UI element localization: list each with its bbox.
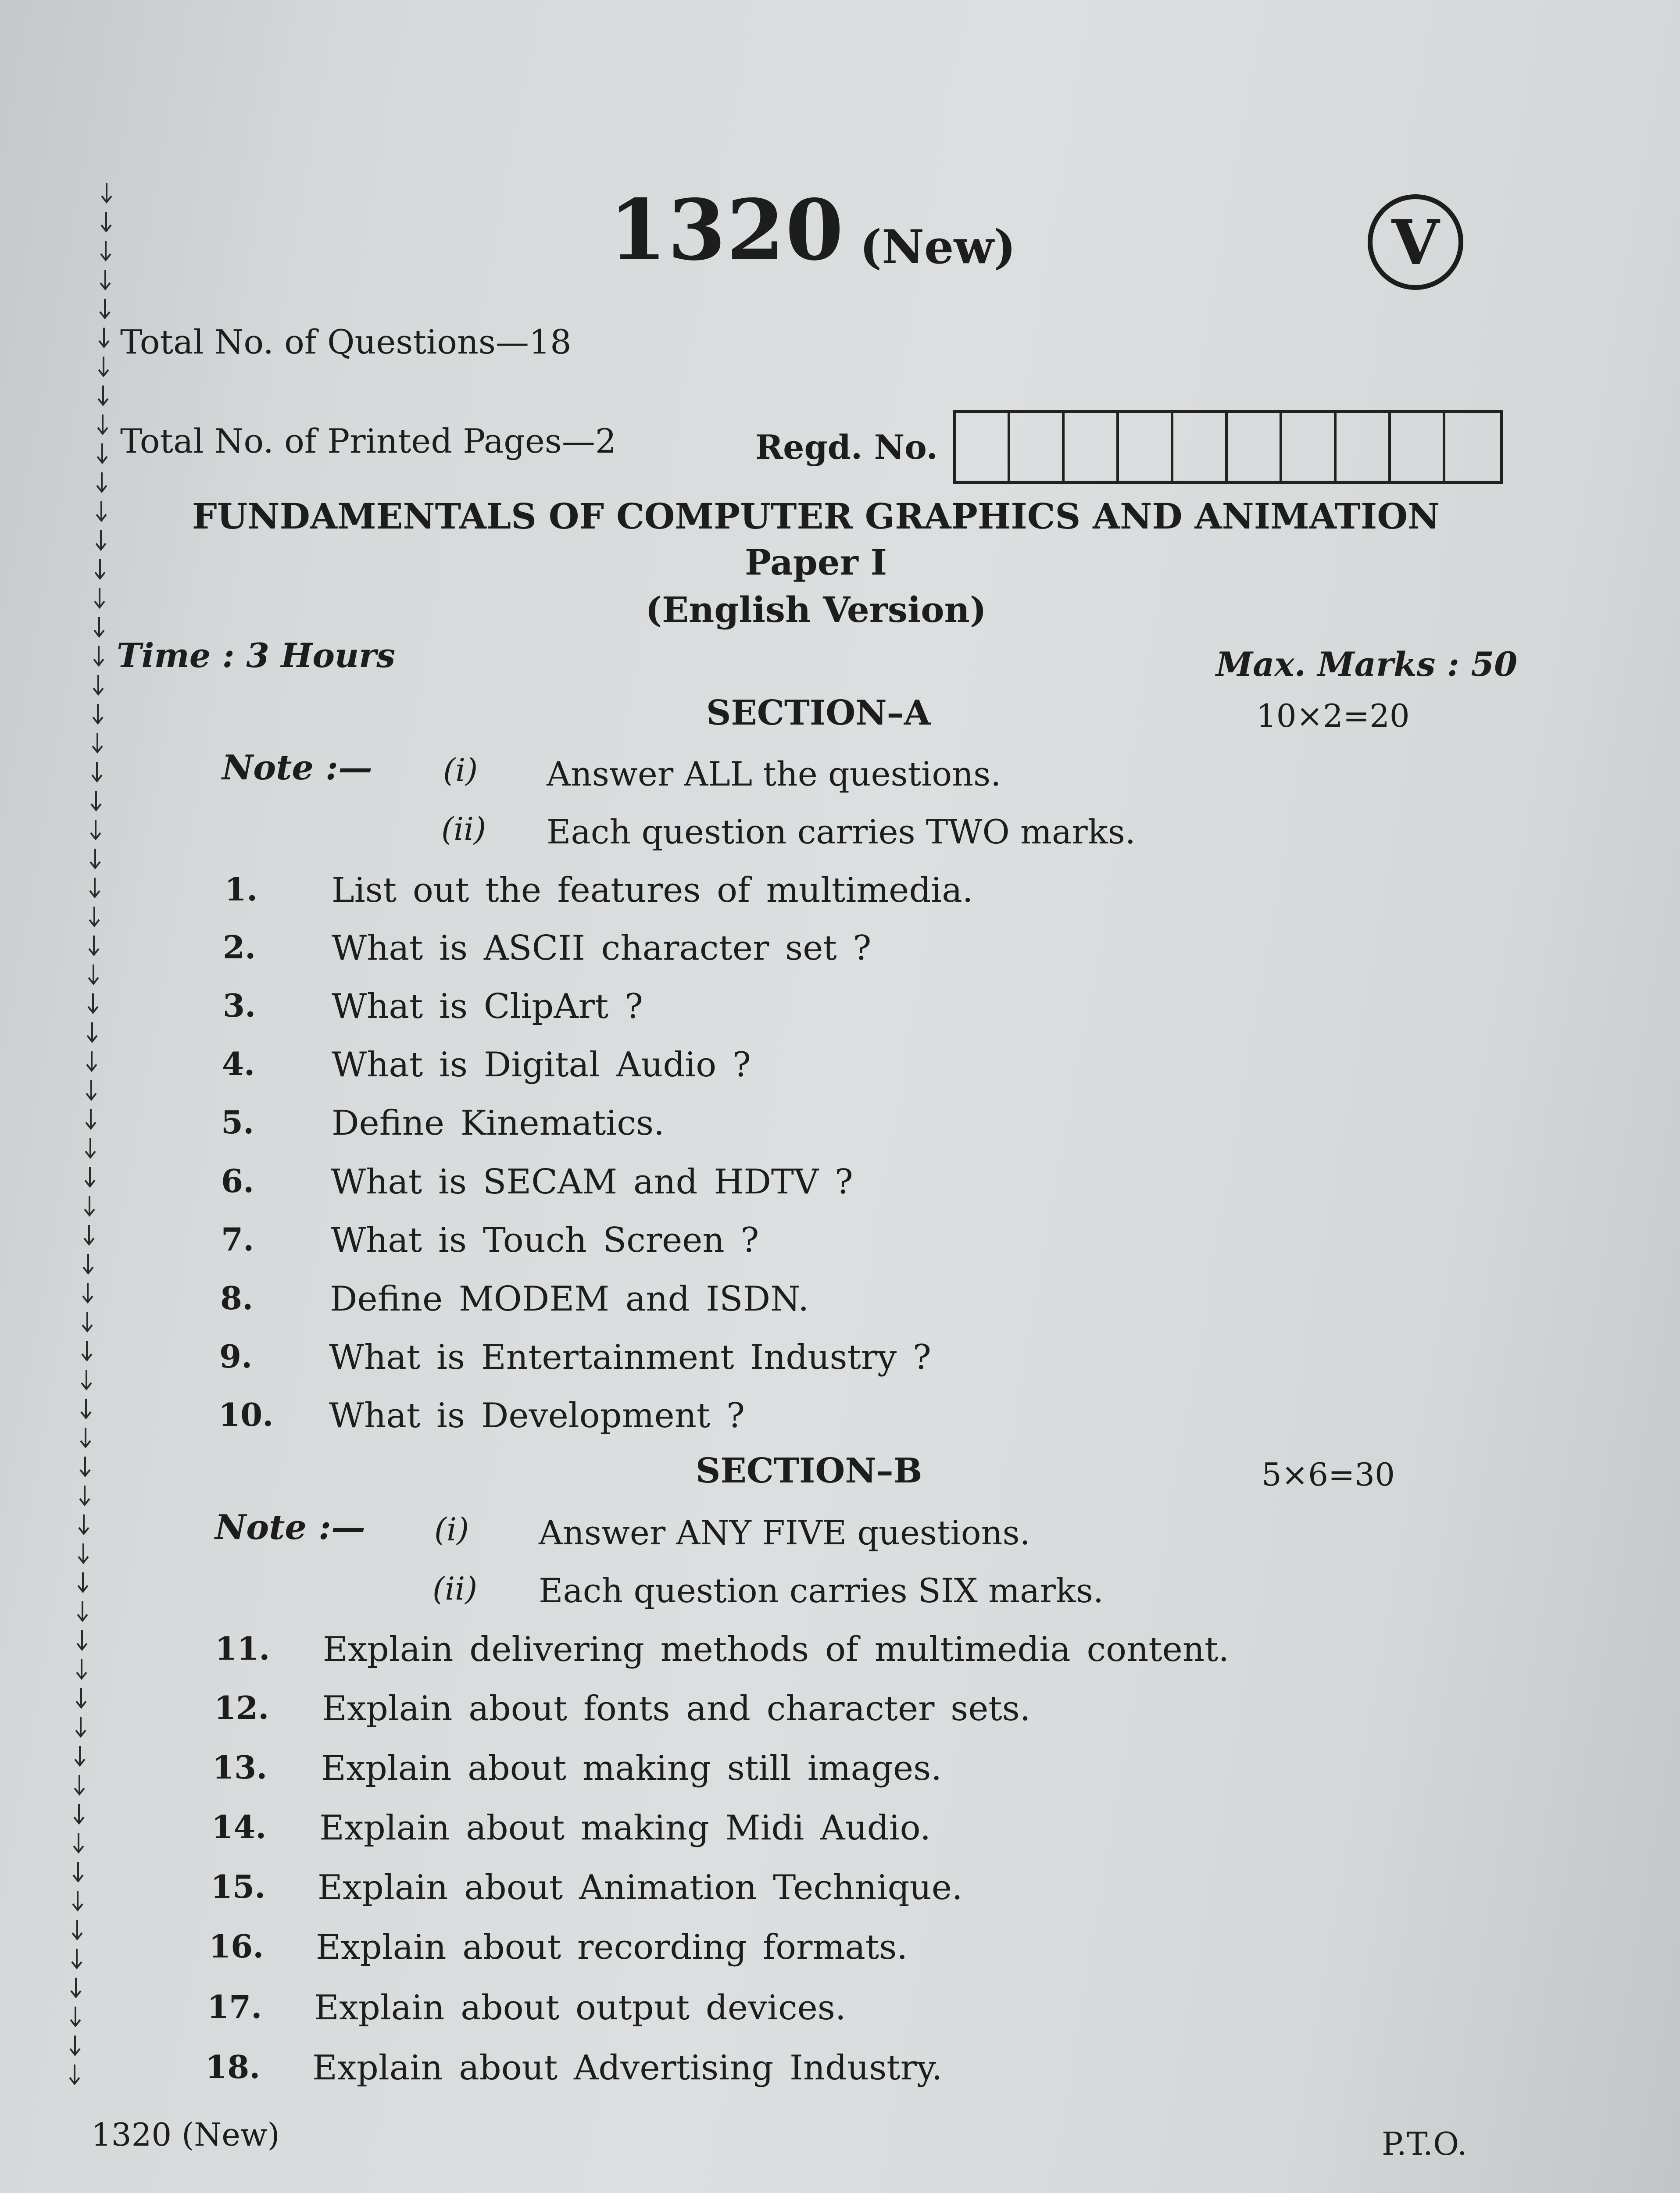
down-arrow-icon bbox=[73, 1774, 86, 1796]
note-text: Each question carries SIX marks. bbox=[539, 1571, 1104, 1610]
down-arrow-icon bbox=[97, 385, 110, 407]
note-text: Each question carries TWO marks. bbox=[547, 812, 1136, 851]
down-arrow-icon bbox=[75, 1687, 88, 1709]
regd-box bbox=[1391, 413, 1445, 481]
section-a-marks: 10×2=20 bbox=[1256, 697, 1410, 734]
version-seal bbox=[1368, 194, 1463, 290]
regd-no-label: Regd. No. bbox=[755, 428, 938, 467]
down-arrow-icon bbox=[73, 1745, 86, 1767]
down-arrow-icon bbox=[76, 1600, 89, 1622]
regd-box bbox=[1119, 413, 1173, 481]
question-text: What is SECAM and HDTV ? bbox=[331, 1162, 853, 1202]
question-number: 10. bbox=[218, 1396, 274, 1433]
question-number: 17. bbox=[207, 1988, 262, 2025]
question-number: 1. bbox=[225, 871, 258, 908]
version-seal-letter: V bbox=[1391, 207, 1440, 279]
total-pages: Total No. of Printed Pages—2 bbox=[120, 421, 617, 461]
note-number: (ii) bbox=[433, 1570, 478, 1607]
down-arrow-icon bbox=[91, 732, 104, 754]
question-text: Explain delivering methods of multimedia content. bbox=[323, 1630, 1230, 1669]
note-text: Answer ALL the questions. bbox=[547, 754, 1001, 793]
question-number: 13. bbox=[212, 1749, 268, 1786]
question-text: Explain about recording formats. bbox=[316, 1928, 908, 1967]
down-arrow-icon bbox=[72, 1832, 85, 1854]
question-number: 8. bbox=[220, 1279, 254, 1317]
down-arrow-icon bbox=[85, 1079, 98, 1101]
regd-box bbox=[1228, 413, 1282, 481]
section-b-title: SECTION–B bbox=[696, 1451, 922, 1491]
down-arrow-icon bbox=[98, 298, 111, 320]
down-arrow-icon bbox=[81, 1282, 94, 1304]
down-arrow-icon bbox=[75, 1629, 89, 1651]
footer-paper-code: 1320 (New) bbox=[91, 2116, 280, 2153]
down-arrow-icon bbox=[100, 182, 113, 204]
question-text: What is ClipArt ? bbox=[332, 987, 643, 1026]
regd-box bbox=[956, 413, 1010, 481]
question-text: Explain about fonts and character sets. bbox=[322, 1689, 1031, 1729]
note-number: (ii) bbox=[441, 811, 486, 847]
down-arrow-icon bbox=[68, 2064, 81, 2086]
question-text: Explain about making Midi Audio. bbox=[319, 1808, 931, 1848]
footer-pto: P.T.O. bbox=[1382, 2125, 1467, 2162]
question-number: 16. bbox=[209, 1928, 264, 1965]
down-arrow-icon bbox=[68, 2035, 82, 2057]
down-arrow-icon bbox=[81, 1311, 94, 1333]
question-text: Explain about output devices. bbox=[314, 1988, 846, 2028]
note-number: (i) bbox=[443, 752, 478, 789]
down-arrow-icon bbox=[74, 1716, 87, 1738]
max-marks: Max. Marks : 50 bbox=[1216, 645, 1518, 684]
section-b-marks: 5×6=30 bbox=[1262, 1456, 1395, 1493]
down-arrow-icon bbox=[71, 1861, 85, 1883]
down-arrow-icon bbox=[69, 1977, 82, 1999]
down-arrow-icon bbox=[86, 993, 100, 1014]
regd-box bbox=[1065, 413, 1119, 481]
question-number: 9. bbox=[219, 1338, 253, 1375]
note-number: (i) bbox=[434, 1511, 469, 1548]
question-number: 5. bbox=[221, 1104, 254, 1141]
question-text: Define MODEM and ISDN. bbox=[330, 1279, 809, 1319]
regd-box bbox=[1445, 413, 1500, 481]
down-arrow-icon bbox=[77, 1514, 90, 1536]
question-text: What is Development ? bbox=[329, 1396, 745, 1436]
question-text: Explain about Advertising Industry. bbox=[312, 2048, 943, 2088]
question-text: What is Entertainment Industry ? bbox=[329, 1338, 931, 1377]
section-a-title: SECTION–A bbox=[706, 693, 931, 733]
down-arrow-icon bbox=[79, 1398, 93, 1420]
question-number: 7. bbox=[221, 1221, 254, 1258]
section-a-note-label: Note :— bbox=[222, 748, 372, 788]
time-allowed: Time : 3 Hours bbox=[117, 636, 396, 675]
down-arrow-icon bbox=[97, 356, 110, 378]
down-arrow-icon bbox=[79, 1456, 92, 1478]
down-arrow-icon bbox=[88, 906, 101, 928]
down-arrow-icon bbox=[88, 877, 101, 899]
question-text: Explain about making still images. bbox=[321, 1749, 942, 1788]
regd-box bbox=[1010, 413, 1065, 481]
question-text: What is Touch Screen ? bbox=[331, 1221, 759, 1260]
paper-code-suffix: (New) bbox=[860, 219, 1016, 274]
paper-version: (English Version) bbox=[645, 589, 987, 630]
paper-code: 1320 bbox=[609, 181, 844, 279]
down-arrow-icon bbox=[77, 1543, 90, 1564]
down-arrow-icon bbox=[99, 269, 112, 291]
regd-box bbox=[1173, 413, 1228, 481]
down-arrow-icon bbox=[69, 2006, 82, 2028]
question-number: 18. bbox=[205, 2048, 261, 2086]
regd-no-boxes bbox=[953, 410, 1503, 484]
down-arrow-icon bbox=[87, 964, 100, 986]
down-arrow-icon bbox=[96, 443, 109, 464]
total-questions: Total No. of Questions—18 bbox=[120, 322, 572, 361]
question-number: 11. bbox=[215, 1630, 270, 1667]
question-text: What is ASCII character set ? bbox=[332, 929, 872, 968]
down-arrow-icon bbox=[82, 1253, 95, 1275]
down-arrow-icon bbox=[83, 1166, 97, 1188]
paper-title: FUNDAMENTALS OF COMPUTER GRAPHICS AND ANIMATION bbox=[192, 496, 1440, 537]
down-arrow-icon bbox=[90, 761, 104, 783]
down-arrow-icon bbox=[80, 1340, 93, 1362]
down-arrow-icon bbox=[71, 1890, 84, 1912]
question-number: 14. bbox=[211, 1808, 267, 1846]
down-arrow-icon bbox=[78, 1485, 91, 1507]
down-arrow-icon bbox=[84, 1108, 97, 1130]
question-number: 2. bbox=[223, 929, 256, 966]
question-number: 4. bbox=[222, 1045, 255, 1082]
down-arrow-icon bbox=[70, 1948, 83, 1970]
down-arrow-icon bbox=[92, 674, 105, 696]
down-arrow-icon bbox=[89, 819, 102, 841]
question-text: Explain about Animation Technique. bbox=[318, 1868, 963, 1907]
down-arrow-icon bbox=[79, 1427, 92, 1449]
question-number: 12. bbox=[214, 1689, 269, 1726]
down-arrow-icon bbox=[80, 1369, 93, 1391]
down-arrow-icon bbox=[95, 471, 108, 493]
down-arrow-icon bbox=[96, 414, 109, 436]
question-number: 3. bbox=[223, 987, 256, 1024]
note-text: Answer ANY FIVE questions. bbox=[539, 1513, 1030, 1552]
question-number: 6. bbox=[221, 1162, 254, 1200]
down-arrow-icon bbox=[92, 645, 105, 667]
down-arrow-icon bbox=[86, 1021, 99, 1043]
down-arrow-icon bbox=[89, 790, 103, 812]
question-text: What is Digital Audio ? bbox=[332, 1045, 751, 1085]
down-arrow-icon bbox=[100, 211, 113, 233]
down-arrow-icon bbox=[99, 240, 112, 262]
down-arrow-icon bbox=[87, 935, 100, 957]
down-arrow-icon bbox=[83, 1195, 96, 1217]
question-text: Define Kinematics. bbox=[332, 1104, 665, 1143]
down-arrow-icon bbox=[71, 1919, 84, 1941]
section-b-note-label: Note :— bbox=[215, 1507, 365, 1547]
question-text: List out the features of multimedia. bbox=[332, 871, 973, 910]
down-arrow-icon bbox=[91, 703, 104, 725]
regd-box bbox=[1337, 413, 1391, 481]
question-number: 15. bbox=[211, 1868, 266, 1905]
down-arrow-icon bbox=[84, 1137, 97, 1159]
down-arrow-icon bbox=[97, 327, 111, 349]
down-arrow-icon bbox=[76, 1572, 89, 1593]
down-arrow-icon bbox=[75, 1658, 88, 1680]
regd-box bbox=[1282, 413, 1337, 481]
down-arrow-icon bbox=[89, 848, 102, 870]
down-arrow-icon bbox=[85, 1050, 98, 1072]
paper-subtitle: Paper I bbox=[744, 542, 887, 583]
down-arrow-icon bbox=[72, 1803, 86, 1825]
down-arrow-icon bbox=[82, 1224, 96, 1246]
